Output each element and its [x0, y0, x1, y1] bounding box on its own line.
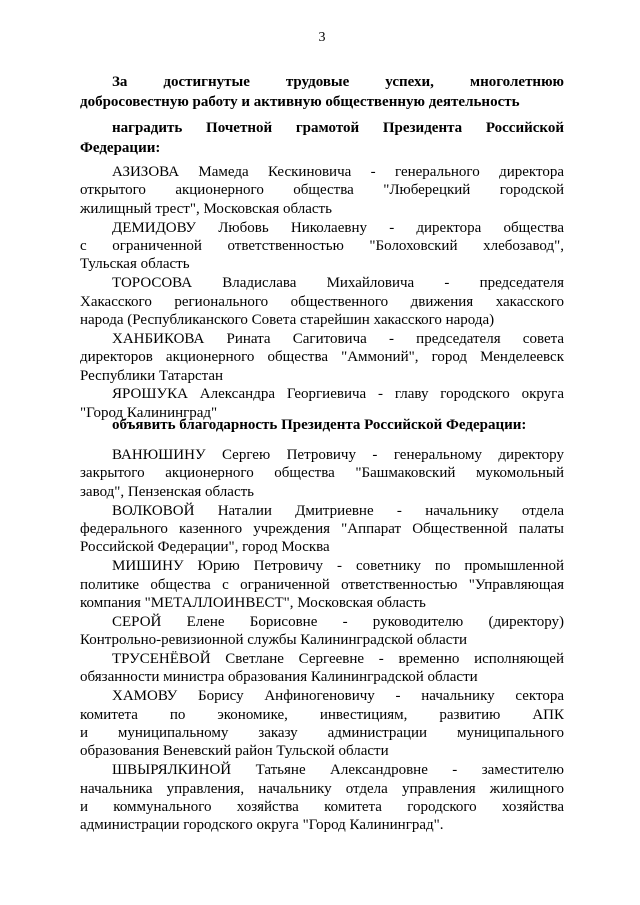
list-item — [80, 502, 564, 557]
list-item — [80, 687, 564, 761]
list-item-line: МИШИНУ Юрию Петровичу - советнику по промышленной — [112, 558, 564, 575]
list-item-line: ТОРОСОВА Владислава Михайловича - председателя — [112, 275, 564, 292]
list-item-line: ЯРОШУКА Александра Георгиевича - главу городского округа — [112, 386, 564, 403]
list-item-line: Российской Федерации", город Москва — [80, 539, 330, 556]
list-item-line: и коммунального хозяйства комитета городского хозяйства — [80, 799, 564, 816]
list-item-line: директоров акционерного общества "Аммоний", город Менделеевск — [80, 349, 564, 366]
list-item — [80, 761, 564, 835]
list-item-line: компания "МЕТАЛЛОИНВЕСТ", Московская область — [80, 595, 426, 612]
intro-line: добросовестную работу и активную общественную деятельность — [80, 94, 520, 110]
list-item-line: Республики Татарстан — [80, 367, 224, 384]
list-item-line: с ограниченной ответственностью "Болоховский хлебозавод", — [80, 238, 564, 255]
heading-line: объявить благодарность Президента Российской Федерации: — [112, 417, 527, 433]
list-item-line: ХАНБИКОВА Рината Сагитовича - председателя совета — [112, 330, 564, 347]
list-item — [80, 330, 564, 385]
list-item-line: образования Веневский район Тульской области — [80, 743, 389, 760]
list-item-line: открытого акционерного общества "Люберецкий городской — [80, 182, 564, 199]
list-item-line: Тульская область — [80, 256, 190, 273]
intro-paragraph — [80, 72, 564, 112]
list-item — [80, 613, 564, 650]
list-item-line: обязанности министра образования Калининградской области — [80, 669, 478, 686]
page-number: 3 — [318, 30, 326, 45]
list-item-line: "Город Калининград" — [80, 404, 218, 421]
list-item-line: ХАМОВУ Борису Анфиногеновичу - начальнику сектора — [112, 688, 564, 705]
list-item-line: АЗИЗОВА Мамеда Кескиновича - генерального директора — [112, 164, 564, 180]
list-item-line: администрации городского округа "Город Калининград". — [80, 817, 444, 834]
list-item-line: жилищный трест", Московская область — [80, 200, 332, 217]
heading-line: наградить Почетной грамотой Президента Российской — [112, 120, 564, 136]
list-item-line: СЕРОЙ Елене Борисовне - руководителю (директору) — [112, 613, 564, 630]
list-item-line: ДЕМИДОВУ Любовь Николаевну - директора общества — [112, 219, 564, 236]
list-item-line: ВОЛКОВОЙ Наталии Дмитриевне - начальнику отдела — [112, 502, 564, 519]
list-item-line: и муниципальному заказу администрации муниципального — [80, 725, 564, 742]
heading-line: Федерации: — [80, 140, 161, 156]
list-item-line: Хакасского регионального общественного движения хакасского — [80, 293, 564, 310]
list-item — [80, 219, 564, 274]
award-list — [80, 163, 564, 423]
list-item-line: завод", Пензенская область — [80, 483, 254, 500]
list-item-line: ТРУСЕНЁВОЙ Светлане Сергеевне - временно исполняющей — [112, 651, 564, 668]
list-item-line: Контрольно-ревизионной службы Калининградской области — [80, 632, 468, 649]
list-item-line: политике общества с ограниченной ответственностью "Управляющая — [80, 576, 564, 593]
list-item — [80, 557, 564, 612]
list-item-line: закрытого акционерного общества "Башмаковский мукомольный — [80, 465, 564, 482]
intro-line: За достигнутые трудовые успехи, многолетнюю — [112, 74, 564, 90]
list-item — [80, 274, 564, 329]
gratitude-list — [80, 446, 564, 835]
list-item — [80, 163, 564, 218]
list-item-line: федерального казенного учреждения "Аппарат Общественной палаты — [80, 521, 564, 538]
list-item-line: ШВЫРЯЛКИНОЙ Татьяне Александровне - заместителю — [112, 762, 564, 779]
list-item-line: комитета по экономике, инвестициям, развитию АПК — [80, 706, 564, 723]
section-heading-award — [80, 118, 564, 158]
list-item-line: начальника управления, начальнику отдела управления жилищного — [80, 780, 564, 797]
list-item — [80, 446, 564, 501]
list-item — [80, 650, 564, 687]
list-item-line: ВАНЮШИНУ Сергею Петровичу - генеральному директору — [112, 447, 564, 463]
section-heading-gratitude — [80, 415, 564, 435]
list-item-line: народа (Республиканского Совета старейшин хакасского народа) — [80, 312, 495, 329]
